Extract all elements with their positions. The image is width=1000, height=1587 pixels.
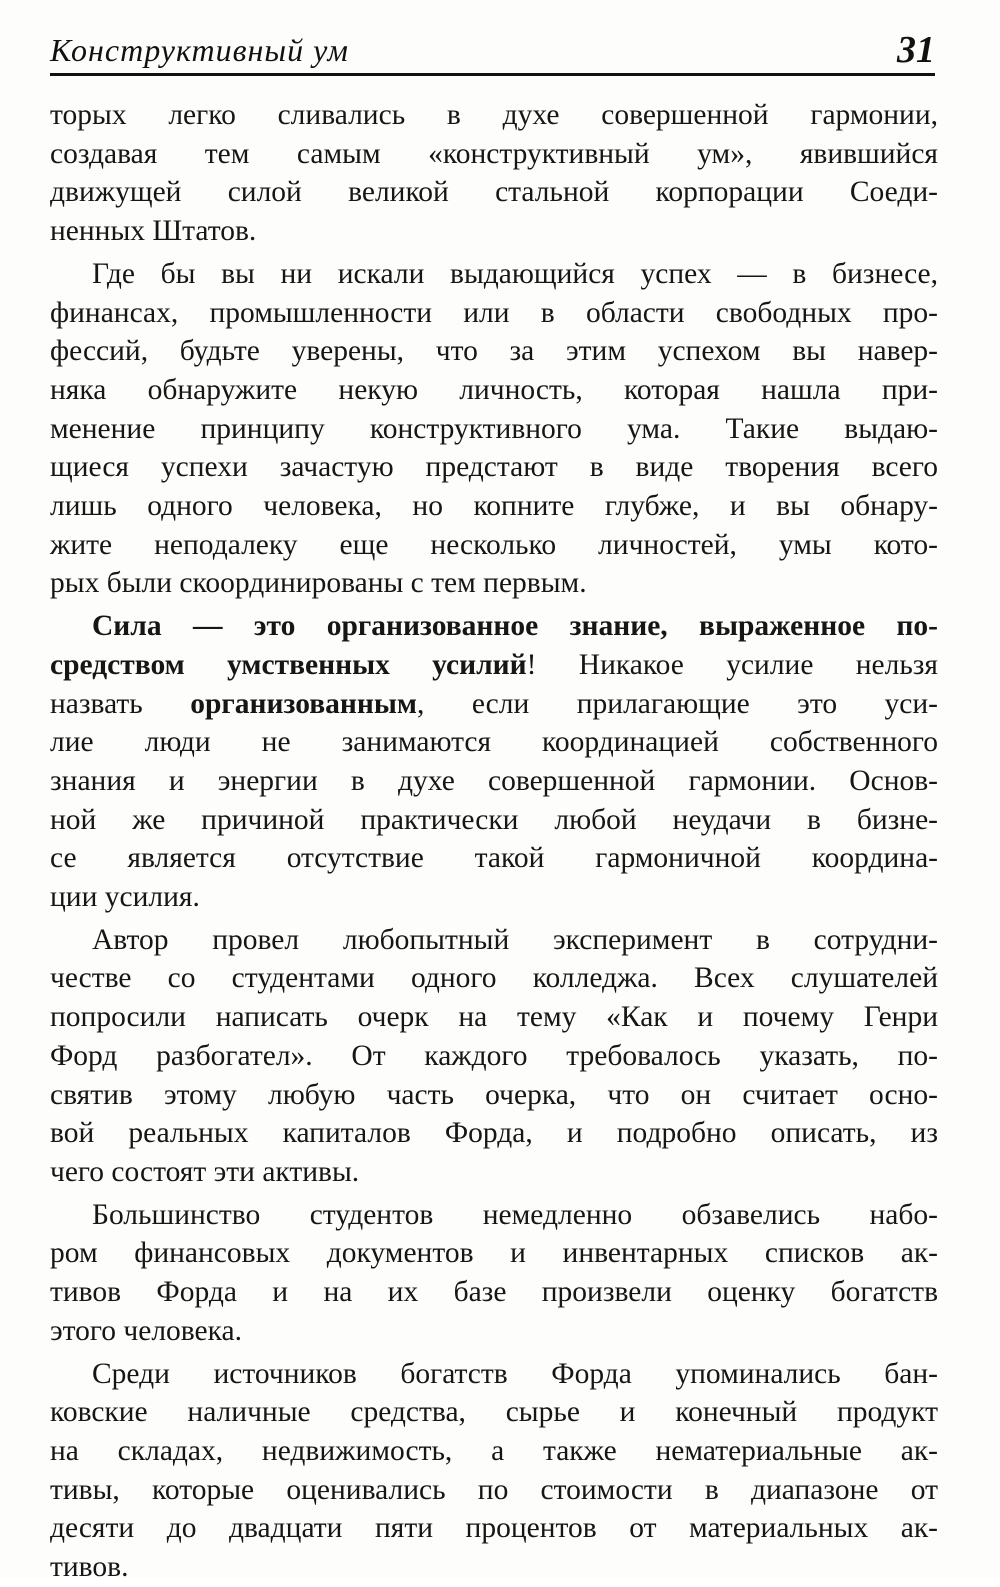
text-line: ненных Штатов. (50, 215, 257, 248)
text-line: няка обнаружите некую личность, которая нашла при- (50, 373, 938, 406)
text-line: ром финансовых документов и инвентарных списков ак- (50, 1237, 938, 1270)
text-line: торых легко сливались в духе совершенной гармонии, (50, 99, 938, 131)
text-line: чего состоят эти активы. (50, 1155, 360, 1188)
text-line: десяти до двадцати пяти процентов от материальных ак- (50, 1512, 938, 1545)
text-line: Где бы вы ни искали выдающийся успех — в бизнесе, (92, 257, 938, 290)
text-line: рых были скоординированы с тем первым. (50, 567, 587, 600)
text-line: Большинство студентов немедленно обзавелись набо- (92, 1198, 938, 1231)
text-line: ции усилия. (50, 881, 200, 914)
running-title: Конструктивный ум (50, 32, 349, 68)
paragraph-6 (50, 1355, 938, 1587)
text-line: лие люди не занимаются координацией собственного (50, 726, 938, 759)
text-line: святив этому любую часть очерка, что он считает осно- (50, 1078, 938, 1111)
text-line: честве со студентами одного колледжа. Всех слушателей (50, 962, 938, 995)
text-line: тивы, которые оценивались по стоимости в диапазоне от (50, 1473, 938, 1506)
page-header (50, 22, 935, 72)
text-fragment: ! Никакое усилие нельзя (526, 648, 938, 681)
paragraph-4 (50, 921, 938, 1192)
text-line: се является отсутствие такой гармоничной координа- (50, 842, 938, 875)
text-line: ковские наличные средства, сырье и конечный продукт (50, 1396, 938, 1429)
text-line: тивов. (50, 1551, 129, 1584)
bold-text-line: Сила — это организованное знание, выраженное по- (92, 610, 938, 643)
text-line: финансах, промышленности или в области свободных про- (50, 296, 938, 329)
text-line: щиеся успехи зачастую предстают в виде творения всего (50, 451, 938, 484)
text-line (50, 685, 938, 724)
text-line (50, 646, 938, 685)
bold-phrase: средством умственных усилий (50, 648, 527, 681)
text-line: вой реальных капиталов Форда, и подробно описать, из (50, 1117, 938, 1150)
page-number: 31 (897, 29, 935, 71)
text-line: лишь одного человека, но копните глубже, и вы обнару- (50, 490, 938, 523)
text-line: попросили написать очерк на тему «Как и почему Генри (50, 1001, 938, 1034)
text-line: жите неподалеку еще несколько личностей, умы кото- (50, 528, 938, 561)
header-rule (50, 73, 935, 76)
paragraph-1 (50, 96, 938, 251)
text-line: тивов Форда и на их базе произвели оценку богатств (50, 1276, 938, 1309)
text-fragment: , если прилагающие это уси- (417, 687, 939, 720)
text-line: Форд разбогател». От каждого требовалось указать, по- (50, 1039, 938, 1072)
text-fragment: назвать (50, 687, 191, 720)
text-line: знания и энергии в духе совершенной гармонии. Основ- (50, 764, 938, 797)
text-line: Среди источников богатств Форда упоминались бан- (92, 1357, 938, 1390)
text-line: создавая тем самым «конструктивный ум», явившийся (50, 137, 938, 170)
body-text (50, 96, 938, 1587)
paragraph-3 (50, 607, 938, 917)
paragraph-2 (50, 255, 938, 603)
text-line: движущей силой великой стальной корпорации Соеди- (50, 176, 938, 209)
text-line: Автор провел любопытный эксперимент в сотрудни- (92, 923, 938, 956)
text-line: ной же причиной практически любой неудачи в бизне- (50, 803, 938, 836)
bold-word: организованным (190, 687, 418, 720)
text-line: на складах, недвижимость, а также нематериальные ак- (50, 1434, 938, 1467)
text-line: этого человека. (50, 1314, 243, 1347)
text-line: менение принципу конструктивного ума. Такие выдаю- (50, 412, 938, 445)
text-line: фессий, будьте уверены, что за этим успехом вы навер- (50, 335, 938, 368)
paragraph-5 (50, 1196, 938, 1351)
